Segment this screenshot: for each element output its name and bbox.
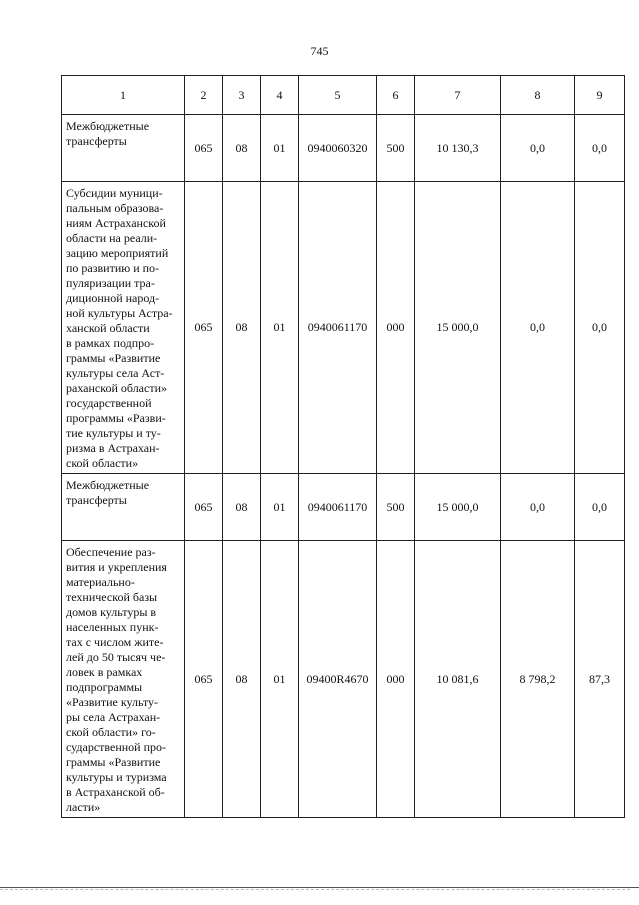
column-header: 7 (415, 76, 501, 115)
cell-target-article: 0940061170 (299, 474, 377, 541)
cell-subsection: 01 (261, 474, 299, 541)
column-header: 2 (185, 76, 223, 115)
cell-section: 08 (223, 541, 261, 818)
cell-subsection: 01 (261, 115, 299, 182)
scan-artifact-line (0, 889, 630, 891)
footer-rule (0, 887, 639, 888)
cell-expense-type: 000 (377, 541, 415, 818)
cell-amount-col9: 87,3 (575, 541, 625, 818)
cell-target-article: 0940061170 (299, 182, 377, 474)
row-description: Обеспечение раз- вития и укрепления материально- технической базы домов культуры в населенных пунк- тах с числом жите- лей до 50 тысяч че- ловек в рамках подпрограммы «Развитие культу- ры села Астрахан- ской области» го- сударственной про- граммы «Развитие культуры и туризма в Астраханской об- ласти» (62, 541, 185, 818)
cell-subsection: 01 (261, 541, 299, 818)
cell-expense-type: 500 (377, 474, 415, 541)
row-description: Межбюджетные трансферты (62, 115, 185, 182)
cell-amount-col9: 0,0 (575, 474, 625, 541)
cell-subsection: 01 (261, 182, 299, 474)
cell-section: 08 (223, 115, 261, 182)
cell-amount-col8: 8 798,2 (501, 541, 575, 818)
table-row (62, 182, 625, 474)
column-header: 6 (377, 76, 415, 115)
budget-table (61, 75, 625, 818)
cell-amount: 10 081,6 (415, 541, 501, 818)
cell-ministry-code: 065 (185, 474, 223, 541)
cell-amount-col9: 0,0 (575, 182, 625, 474)
table-header-row (62, 76, 625, 115)
cell-amount: 10 130,3 (415, 115, 501, 182)
cell-amount-col8: 0,0 (501, 182, 575, 474)
column-header: 4 (261, 76, 299, 115)
column-header: 5 (299, 76, 377, 115)
row-description: Межбюджетные трансферты (62, 474, 185, 541)
column-header: 8 (501, 76, 575, 115)
cell-section: 08 (223, 474, 261, 541)
cell-amount-col9: 0,0 (575, 115, 625, 182)
column-header: 9 (575, 76, 625, 115)
table-row (62, 115, 625, 182)
cell-amount: 15 000,0 (415, 182, 501, 474)
table-row (62, 541, 625, 818)
cell-expense-type: 500 (377, 115, 415, 182)
row-description: Субсидии муници- пальным образова- ниям Астраханской области на реали- зацию мероприятий по развитию и по- пуляризации тра- диционной народ- ной культуры Астра- ханской области в рамках подпро- граммы «Развитие культуры села Аст- раханской области» государственной программы «Разви- тие культуры и ту- ризма в Астрахан- ской области» (62, 182, 185, 474)
cell-amount: 15 000,0 (415, 474, 501, 541)
cell-section: 08 (223, 182, 261, 474)
cell-expense-type: 000 (377, 182, 415, 474)
cell-target-article: 09400R4670 (299, 541, 377, 818)
column-header: 3 (223, 76, 261, 115)
cell-amount-col8: 0,0 (501, 115, 575, 182)
table-row (62, 474, 625, 541)
page-number: 745 (310, 44, 329, 58)
cell-amount-col8: 0,0 (501, 474, 575, 541)
cell-ministry-code: 065 (185, 182, 223, 474)
cell-ministry-code: 065 (185, 541, 223, 818)
column-header: 1 (62, 76, 185, 115)
cell-target-article: 0940060320 (299, 115, 377, 182)
cell-ministry-code: 065 (185, 115, 223, 182)
